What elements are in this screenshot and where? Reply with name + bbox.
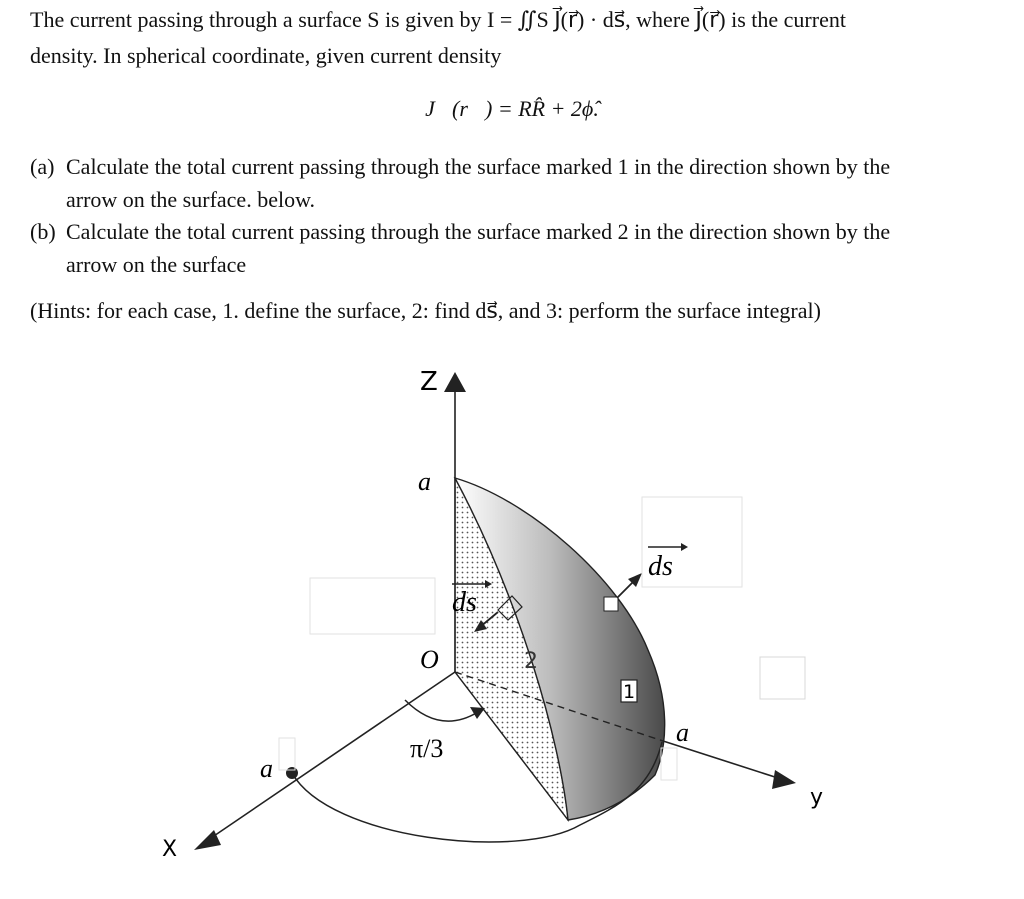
hint-text: (Hints: for each case, 1. define the surface, 2: find ds⃗, and 3: perform the surface integral) <box>30 298 821 323</box>
placeholder-box <box>760 657 805 699</box>
y-axis-arrow-icon <box>772 770 796 789</box>
part-b <box>30 215 1000 281</box>
angle-arrow-icon <box>470 707 485 719</box>
intro-line-2: density. In spherical coordinate, given current density <box>30 43 502 68</box>
part-a-label: (a) <box>30 154 55 179</box>
intro-text <box>30 2 1005 74</box>
current-density-equation: J⃗(r⃗) = RR̂ + 2ϕ̂. <box>425 96 599 121</box>
part-a <box>30 150 1000 216</box>
ds-arrow-1-line <box>617 581 634 598</box>
part-b-label: (b) <box>30 219 56 244</box>
placeholder-box <box>661 748 677 780</box>
part-a-line-2: arrow on the surface. below. <box>66 187 316 212</box>
label-a-y: a <box>676 718 689 747</box>
ds-vector-arrow-1-icon <box>681 543 688 551</box>
ds-label-2: ds <box>452 587 477 618</box>
point-a-x <box>286 767 298 779</box>
intro-line-1: The current passing through a surface S is given by I = ∬S J⃗(r⃗) · ds⃗, where J⃗(r⃗) is the current <box>30 7 846 32</box>
angle-label: π/3 <box>410 734 444 763</box>
part-a-line-1: Calculate the total current passing through the surface marked 1 in the direction shown by the <box>66 154 891 179</box>
surface-2-label: 2 <box>524 649 538 674</box>
angle-arc <box>405 700 478 721</box>
ds-label-1: ds <box>648 551 673 582</box>
z-axis-arrow-icon <box>444 372 466 392</box>
part-b-line-1: Calculate the total current passing through the surface marked 2 in the direction shown by the <box>66 219 891 244</box>
placeholder-box <box>310 578 435 634</box>
origin-label: O <box>420 645 439 674</box>
geometry-figure <box>0 330 1024 899</box>
label-a-top: a <box>418 467 431 496</box>
axis-z-label: Z <box>420 367 438 397</box>
axis-x-label: X <box>162 837 178 862</box>
label-a-x: a <box>260 754 273 783</box>
placeholder-box <box>279 738 295 770</box>
part-b-line-2: arrow on the surface <box>66 252 247 277</box>
surface-1-label: 1 <box>622 681 636 703</box>
ds-patch-1 <box>604 597 618 611</box>
axis-y-label: y <box>810 785 824 810</box>
